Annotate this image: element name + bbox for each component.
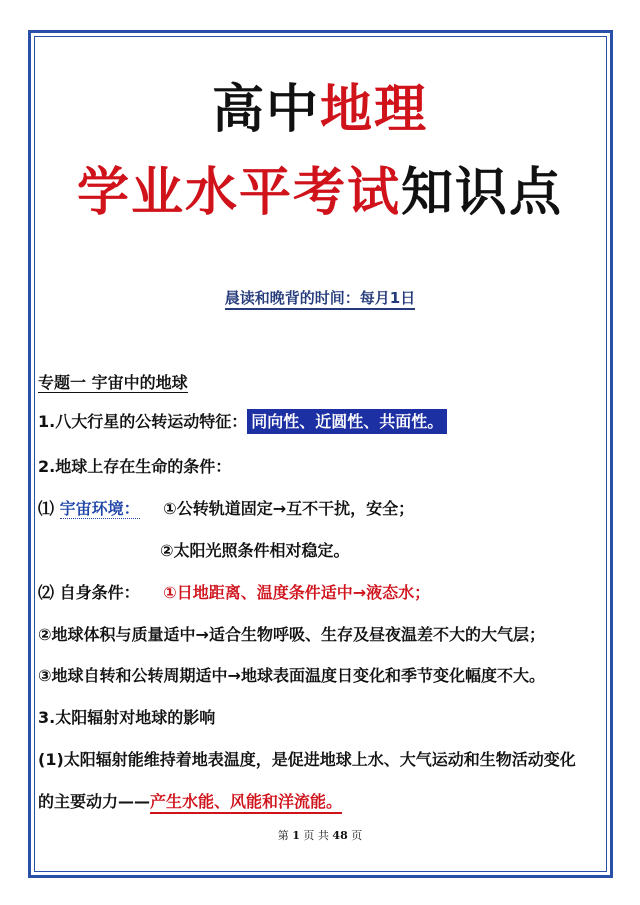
condition-1-point-2: ②太阳光照条件相对稳定。 [160,541,350,560]
item-2: 2.地球上存在生命的条件： [38,457,232,476]
condition-2-point-3: ③地球自转和公转周期适中→地球表面温度日变化和季节变化幅度不大。 [38,666,545,685]
item-3-sub-1-continued: 的主要动力——产生水能、风能和洋流能。 [38,789,342,812]
document-title-line1 [0,80,640,140]
condition-2-point-2: ②地球体积与质量适中→适合生物呼吸、生存及昼夜温差不大的大气层； [38,625,545,644]
item-1: 1.八大行星的公转运动特征： 同向性、近圆性、共面性。 [38,409,447,432]
page-number-footer: 第 1 页 共 48 页 [277,829,363,842]
title-red-part: 地理 [320,80,429,140]
document-title-line2 [0,163,640,223]
title2-red-part: 学业水平考试 [76,163,401,223]
title-black-part: 高中 [211,80,320,140]
condition-2: ⑵ 自身条件： ①日地距离、温度条件适中→液态水； [38,583,431,602]
study-time-subtitle: 晨读和晚背的时间：每月1日 [0,287,640,308]
title2-black-part: 知识点 [401,163,564,223]
item-3: 3.太阳辐射对地球的影响 [38,708,216,727]
highlight-text: 同向性、近圆性、共面性。 [247,409,447,434]
section-heading: 专题一 宇宙中的地球 [38,373,188,392]
item-3-sub-1: (1)太阳辐射能维持着地表温度，是促进地球上水、大气运动和生物活动变化 [38,750,576,769]
condition-1: ⑴ 宇宙环境： ①公转轨道固定→互不干扰，安全； [38,499,415,518]
